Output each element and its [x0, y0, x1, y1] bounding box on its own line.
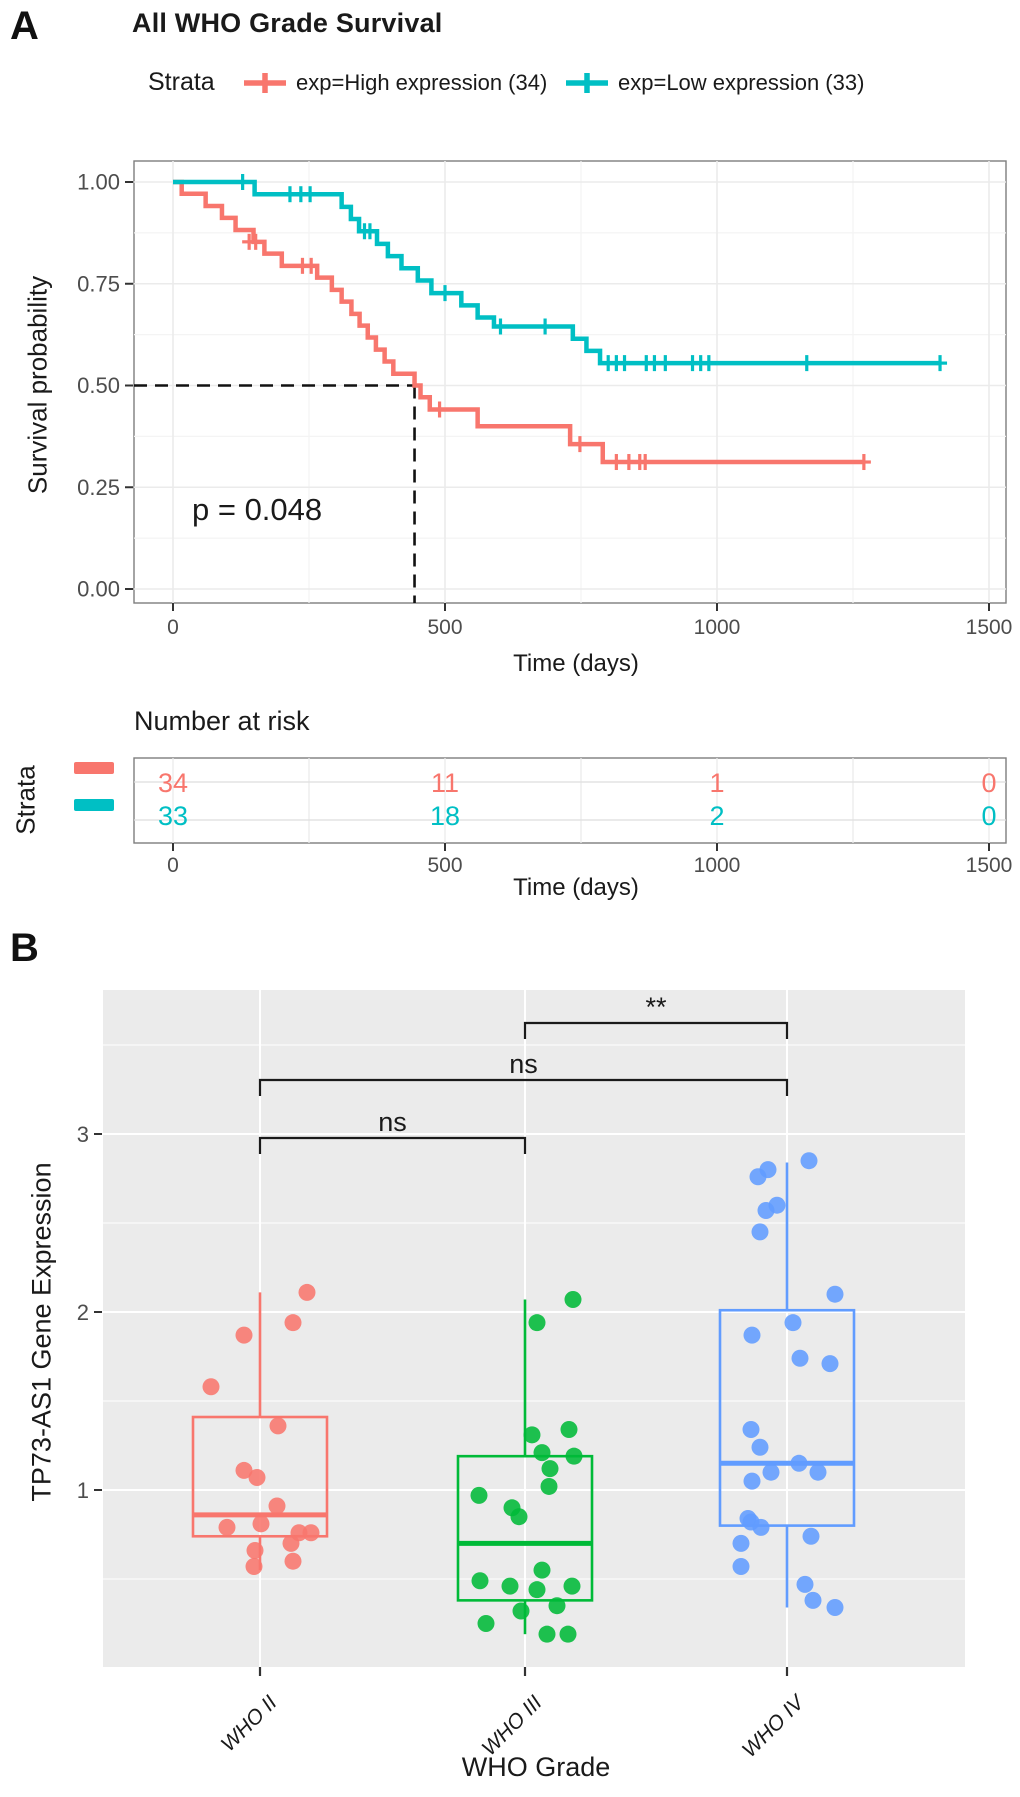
km-legend-label-high: exp=High expression (34)	[296, 70, 548, 95]
km-y-axis-title: Survival probability	[22, 275, 53, 495]
svg-text:**: **	[645, 992, 667, 1022]
svg-text:1: 1	[709, 768, 725, 798]
risk-x-axis-title: Time (days)	[513, 874, 639, 901]
svg-text:0.75: 0.75	[77, 271, 120, 297]
svg-text:0: 0	[167, 854, 179, 877]
box-y-axis-title: TP73-AS1 Gene Expression	[26, 1162, 57, 1502]
km-legend-label-low: exp=Low expression (33)	[618, 70, 865, 95]
svg-text:ns: ns	[378, 1107, 407, 1137]
risk-table-title: Number at risk	[134, 706, 310, 736]
svg-text:1: 1	[76, 1478, 89, 1503]
svg-text:0: 0	[981, 768, 997, 798]
svg-text:1000: 1000	[693, 854, 741, 877]
svg-text:11: 11	[430, 768, 460, 798]
svg-text:0.00: 0.00	[77, 576, 120, 602]
km-pvalue-text: p = 0.048	[192, 492, 323, 527]
svg-text:18: 18	[429, 801, 461, 831]
svg-text:1.00: 1.00	[77, 169, 120, 195]
high-expression-legend-marker-icon	[242, 71, 288, 95]
svg-text:0.25: 0.25	[77, 474, 120, 500]
km-title: All WHO Grade Survival	[132, 8, 443, 38]
svg-text:1500: 1500	[965, 854, 1013, 877]
box-x-axis-title: WHO Grade	[461, 1752, 611, 1782]
svg-text:0: 0	[167, 616, 179, 639]
svg-text:34: 34	[157, 768, 189, 798]
svg-text:ns: ns	[509, 1049, 538, 1079]
low-expression-legend-marker-icon	[564, 71, 610, 95]
svg-text:1500: 1500	[965, 616, 1013, 639]
panel-a-label: A	[10, 4, 39, 48]
svg-text:1000: 1000	[693, 616, 741, 639]
svg-text:500: 500	[427, 854, 463, 877]
svg-text:2: 2	[76, 1300, 89, 1325]
svg-text:500: 500	[427, 616, 463, 639]
risk-strata-axis-title: Strata	[10, 765, 41, 835]
svg-text:2: 2	[709, 801, 725, 831]
km-legend-title: Strata	[148, 68, 215, 96]
svg-text:33: 33	[157, 801, 189, 831]
svg-text:WHO III: WHO III	[477, 1691, 547, 1761]
svg-text:WHO II: WHO II	[216, 1691, 282, 1757]
km-x-axis-title: Time (days)	[513, 650, 639, 677]
svg-text:0: 0	[981, 801, 997, 831]
svg-text:3: 3	[76, 1122, 89, 1147]
svg-text:0.50: 0.50	[77, 373, 120, 398]
panel-b-label: B	[10, 926, 39, 970]
svg-text:WHO IV: WHO IV	[737, 1691, 809, 1762]
